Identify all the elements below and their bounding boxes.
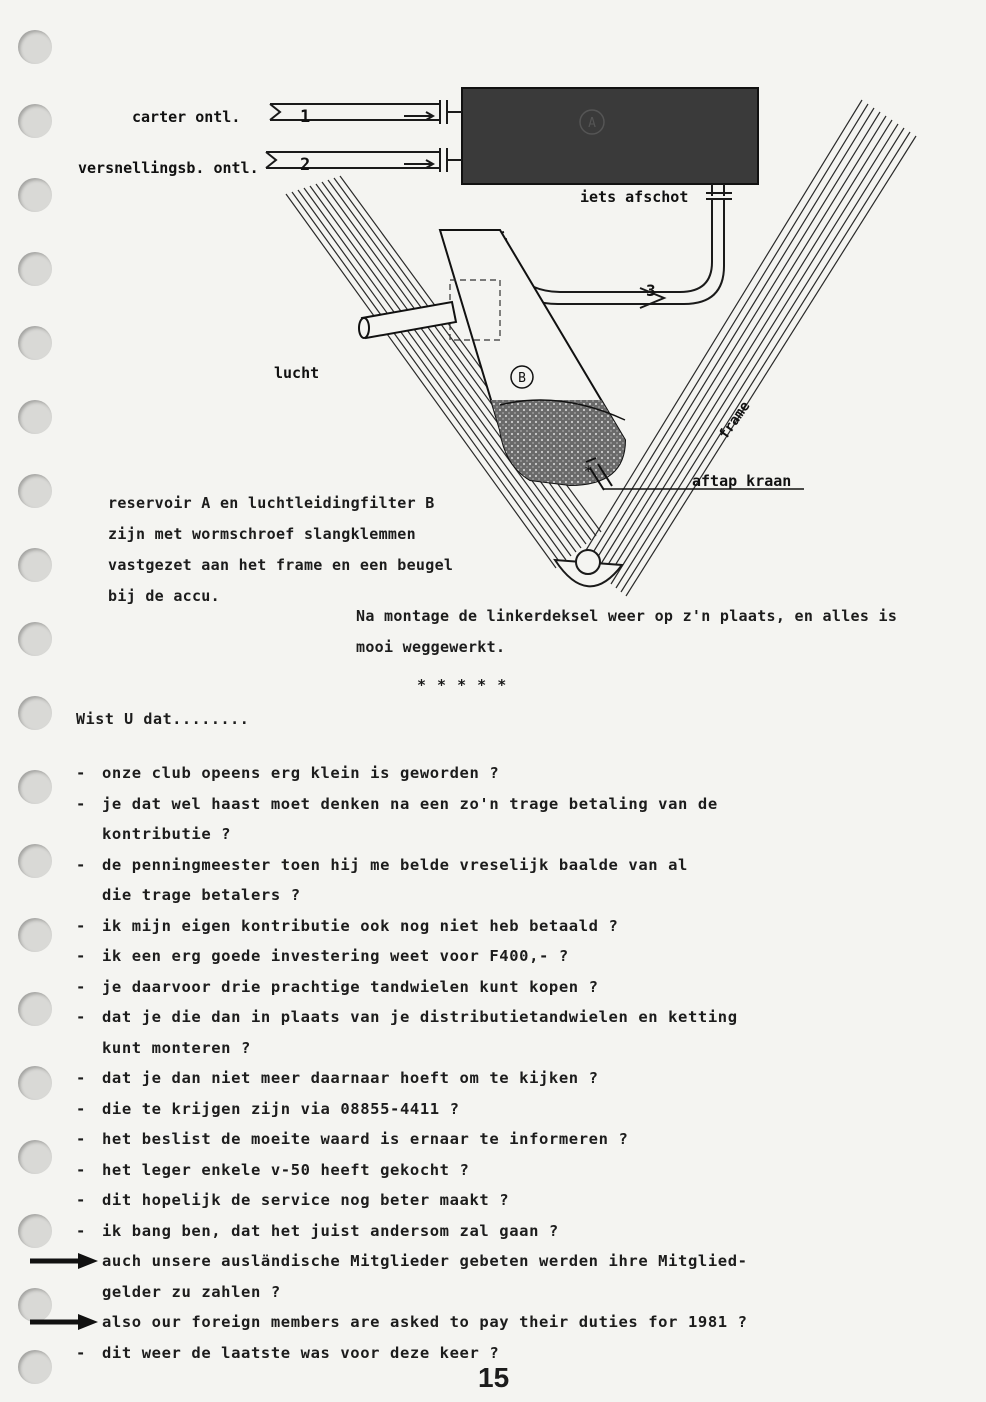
binder-hole (18, 1140, 52, 1174)
list-item-text: het beslist de moeite waard is ernaar te informeren ? (102, 1130, 629, 1148)
page-number: 15 (478, 1362, 510, 1393)
caption-line-3: vastgezet aan het frame en een beugel (108, 556, 454, 574)
list-item: - je daarvoor drie prachtige tandwielen kunt kopen ? (76, 972, 956, 1003)
list-item-text: auch unsere ausländische Mitglieder gebeten werden ihre Mitglied- gelder zu zahlen ? (102, 1252, 748, 1301)
hose-1 (270, 100, 462, 124)
list-item: - ik bang ben, dat het juist andersom zal gaan ? (76, 1216, 956, 1247)
list-item: - dat je die dan in plaats van je distributietandwielen en ketting kunt monteren ? (76, 1002, 956, 1063)
binder-hole (18, 770, 52, 804)
list-item-text: het leger enkele v-50 heeft gekocht ? (102, 1160, 470, 1179)
filter-b-label: B (518, 371, 526, 386)
svg-text:*: * (584, 464, 593, 480)
carter-label: carter ontl. (132, 108, 241, 126)
list-item: - die te krijgen zijn via 08855-4411 ? (76, 1094, 956, 1125)
frame-joint (555, 550, 622, 586)
list-item-text: ik een erg goede investering weet voor F400,- ? (102, 947, 569, 965)
air-inlet-pipe (359, 302, 456, 338)
section-separator: * * * * * (417, 676, 508, 694)
list-item-text: ik bang ben, dat het juist andersom zal gaan ? (102, 1221, 559, 1240)
list-item-text: je daarvoor drie prachtige tandwielen kunt kopen ? (102, 977, 599, 996)
list-item: - dat je dan niet meer daarnaar hoeft om te kijken ? (76, 1063, 956, 1094)
binder-hole (18, 1066, 52, 1100)
frame-label: frame (716, 398, 754, 443)
list-item (76, 1307, 956, 1338)
lucht-label: lucht (274, 364, 320, 382)
caption-line-1: reservoir A en luchtleidingfilter B (108, 494, 435, 512)
list-item-text: de penningmeester toen hij me belde vreselijk baalde van al die trage betalers ? (102, 855, 688, 904)
versnellingsbak-label: versnellingsb. ontl. (78, 159, 259, 177)
section-heading: Wist U dat........ (76, 710, 250, 728)
hose-2-number: 2 (300, 155, 311, 175)
list-item: - het beslist de moeite waard is ernaar te informeren ? (76, 1124, 956, 1155)
montage-note-line-2: mooi weggewerkt. (356, 638, 506, 656)
hose-2 (266, 148, 462, 172)
iets-afschot-label: iets afschot (580, 188, 689, 206)
binder-hole (18, 992, 52, 1026)
list-item-text: dat je dan niet meer daarnaar hoeft om te kijken ? (102, 1069, 599, 1087)
list-item: - onze club opeens erg klein is geworden ? (76, 758, 956, 789)
binder-hole (18, 844, 52, 878)
list-item-text: dit weer de laatste was voor deze keer ? (102, 1343, 500, 1362)
caption-line-2: zijn met wormschroef slangklemmen (108, 525, 416, 543)
list-item-text: also our foreign members are asked to pay their duties for 1981 ? (102, 1313, 748, 1331)
list-item: - de penningmeester toen hij me belde vreselijk baalde van al die trage betalers ? (76, 850, 956, 911)
list-item-text: dit hopelijk de service nog beter maakt ? (102, 1191, 510, 1209)
tank-a-label: A (588, 116, 596, 131)
montage-note-line-1: Na montage de linkerdeksel weer op z'n plaats, en alles is (356, 607, 898, 625)
binder-hole (18, 918, 52, 952)
list-item (76, 1246, 956, 1307)
list-item: - ik een erg goede investering weet voor F400,- ? (76, 941, 956, 972)
binder-hole (18, 696, 52, 730)
hose-3-number: 3 (646, 281, 656, 300)
arrow-right-icon (30, 1312, 100, 1332)
arrow-right-icon (30, 1251, 100, 1271)
list-item: - dit weer de laatste was voor deze keer ? (76, 1338, 956, 1369)
list-item: - dit hopelijk de service nog beter maakt ? (76, 1185, 956, 1216)
binder-hole (18, 1350, 52, 1384)
list-item: - je dat wel haast moet denken na een zo'n trage betaling van de kontributie ? (76, 789, 956, 850)
filter-b (440, 230, 640, 490)
list-item: - ik mijn eigen kontributie ook nog niet heb betaald ? (76, 911, 956, 942)
list-item-text: je dat wel haast moet denken na een zo'n trage betaling van de kontributie ? (102, 794, 718, 843)
list-item: - het leger enkele v-50 heeft gekocht ? (76, 1155, 956, 1186)
list-item-text: onze club opeens erg klein is geworden ? (102, 764, 500, 782)
list-item-text: dat je die dan in plaats van je distributietandwielen en ketting kunt monteren ? (102, 1008, 738, 1057)
list-item-text: die te krijgen zijn via 08855-4411 ? (102, 1099, 460, 1118)
reservoir-a (462, 88, 758, 184)
wist-u-dat-list (76, 758, 956, 1368)
binder-hole (18, 622, 52, 656)
binder-hole (18, 1214, 52, 1248)
list-item-text: ik mijn eigen kontributie ook nog niet heb betaald ? (102, 916, 619, 935)
aftap-kraan-label: aftap kraan (692, 472, 792, 490)
caption-line-4: bij de accu. (108, 587, 220, 605)
hose-1-number: 1 (300, 107, 311, 127)
